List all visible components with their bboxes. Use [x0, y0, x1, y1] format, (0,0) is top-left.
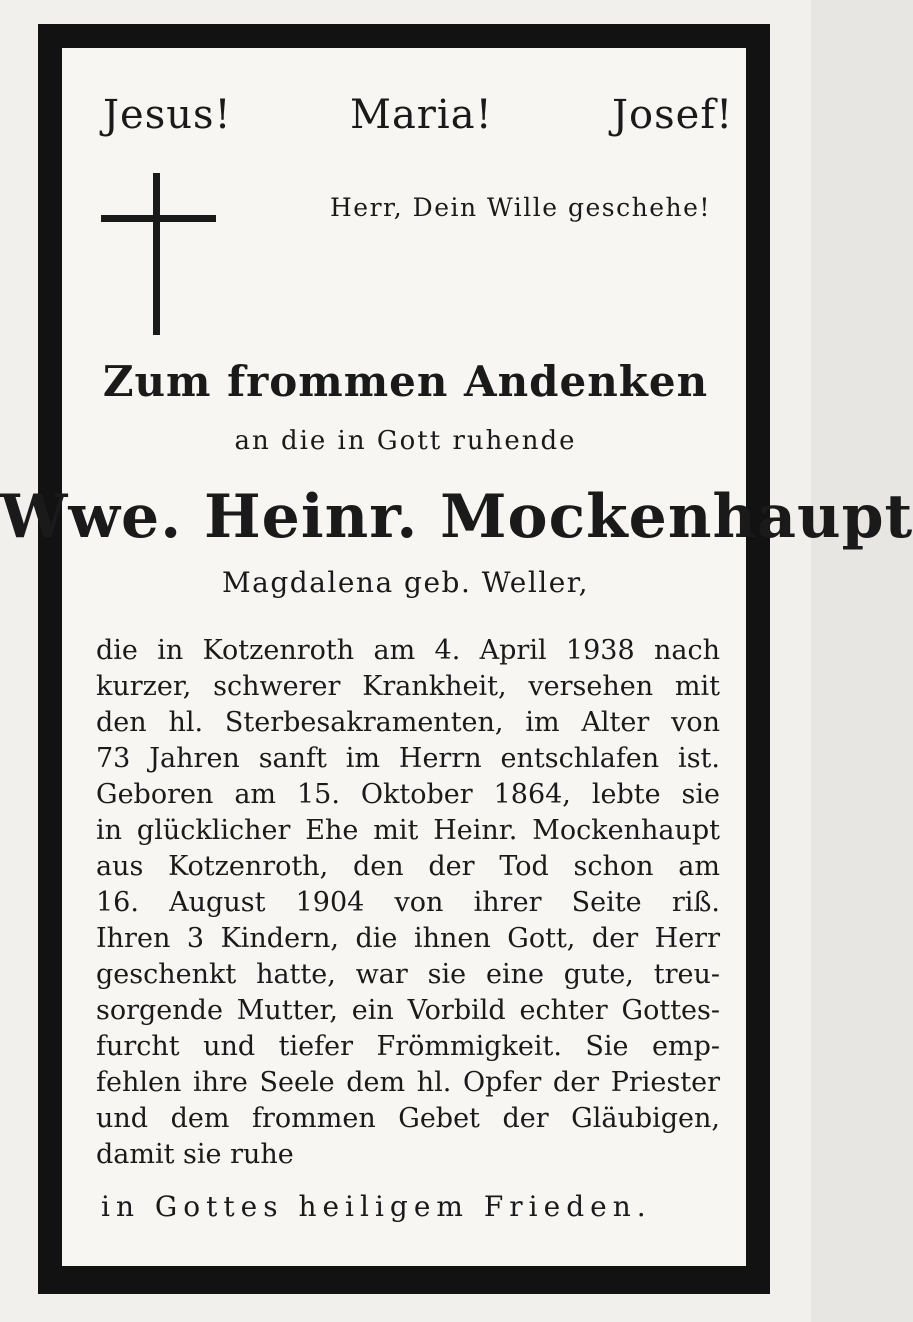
body-line: in glücklicher Ehe mit Heinr. Mockenhaupt — [96, 815, 720, 846]
body-line: kurzer, schwerer Krankheit, versehen mit — [96, 671, 720, 702]
header-josef: Josef! — [612, 92, 734, 138]
body-line: den hl. Sterbesakramenten, im Alter von — [96, 707, 720, 738]
body-line: geschenkt hatte, war sie eine gute, treu- — [96, 959, 720, 990]
body-line: damit sie ruhe — [96, 1139, 294, 1170]
body-line: die in Kotzenroth am 4. April 1938 nach — [96, 635, 720, 666]
body-line: Ihren 3 Kindern, die ihnen Gott, der Herr — [96, 923, 720, 954]
deceased-name: Wwe. Heinr. Mockenhaupt — [0, 482, 913, 552]
closing-line: in Gottes heiligem Frieden. — [101, 1190, 652, 1223]
body-line: Geboren am 15. Oktober 1864, lebte sie — [96, 779, 720, 810]
cross-horizontal-bar — [101, 215, 216, 222]
card-subtitle: an die in Gott ruhende — [234, 426, 577, 456]
body-line: 16. August 1904 von ihrer Seite riß. — [96, 887, 720, 918]
body-line: sorgende Mutter, ein Vorbild echter Gottes- — [96, 995, 720, 1026]
prayer-line: Herr, Dein Wille geschehe! — [330, 193, 711, 222]
header-maria: Maria! — [350, 92, 493, 138]
body-line: und dem frommen Gebet der Gläubigen, — [96, 1103, 720, 1134]
cross-vertical-bar — [153, 173, 160, 335]
card-title: Zum frommen Andenken — [102, 357, 709, 406]
body-line: furcht und tiefer Frömmigkeit. Sie emp- — [96, 1031, 720, 1062]
body-line: 73 Jahren sanft im Herrn entschlafen ist. — [96, 743, 720, 774]
header-jesus: Jesus! — [103, 92, 232, 138]
maiden-name: Magdalena geb. Weller, — [221, 566, 590, 599]
body-line: fehlen ihre Seele dem hl. Opfer der Priester — [96, 1067, 720, 1098]
body-line: aus Kotzenroth, den der Tod schon am — [96, 851, 720, 882]
